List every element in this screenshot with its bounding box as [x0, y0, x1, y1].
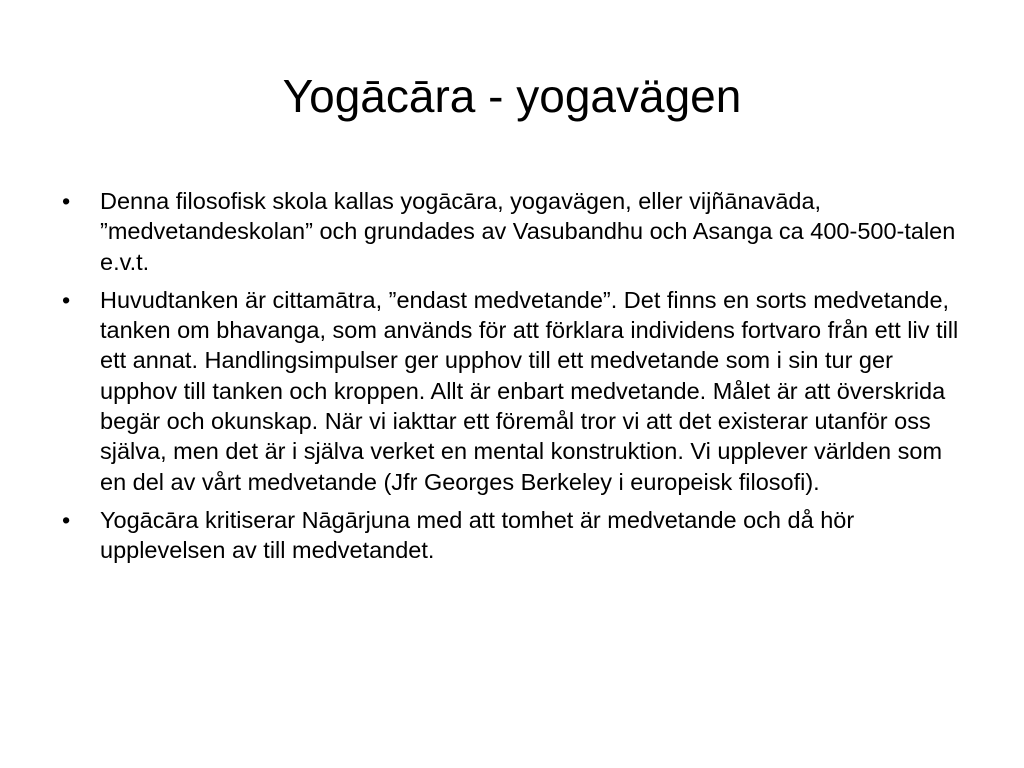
- bullet-item: [62, 285, 972, 497]
- bullet-text: Denna filosofisk skola kallas yogācāra, yogavägen, eller vijñānavāda, ”medvetandeskolan” och grundades av Vasubandhu och Asanga ca 400-500-talen e.v.t.: [100, 188, 956, 275]
- bullet-marker: •: [62, 188, 71, 214]
- slide-title: Yogācāra - yogavägen: [282, 70, 742, 122]
- bullet-list: [62, 186, 972, 574]
- bullet-marker: •: [62, 286, 71, 313]
- bullet-marker: •: [62, 506, 71, 533]
- bullet-text: Yogācāra kritiserar Nāgārjuna med att tomhet är medvetande och då hör upplevelsen av till medvetandet.: [100, 506, 855, 564]
- bullet-item: [62, 186, 972, 277]
- bullet-item: [62, 505, 972, 566]
- bullet-text: Huvudtanken är cittamātra, ”endast medvetande”. Det finns en sorts medvetande, tanken om bhavanga, som används för att förklara individens fortvaro från ett liv till ett annat. Handlingsimpulser ger upphov till ett medvetande som i sin tur ger upphov till tanken och kroppen. Allt är enbart medvetande. Målet är att överskrida begär och okunskap. När vi iakttar ett föremål tror vi att det existerar utanför oss själva, men det är i själva verket en mental konstruktion. Vi upplever världen som en del av vårt medvetande (Jfr Georges Berkeley i europeisk filosofi).: [100, 286, 959, 495]
